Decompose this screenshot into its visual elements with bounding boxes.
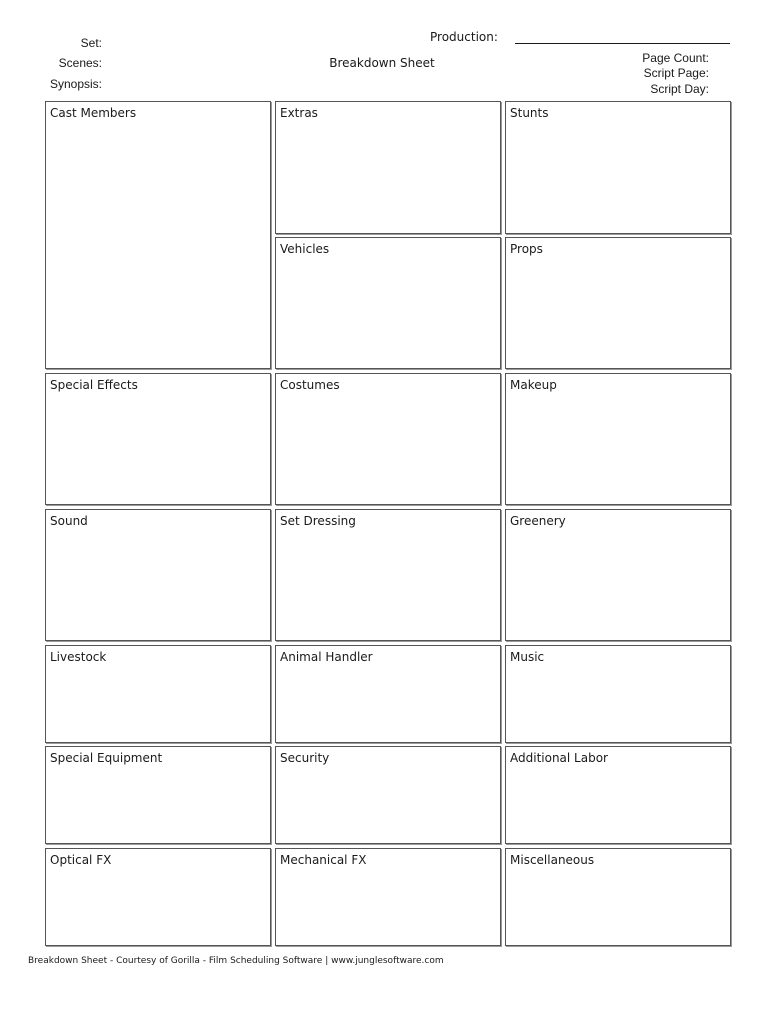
- footer-credit: Breakdown Sheet - Courtesy of Gorilla - Film Scheduling Software | www.junglesoftware.com: [28, 956, 444, 966]
- cast-members-box: [45, 101, 271, 369]
- makeup-label: Makeup: [510, 378, 557, 392]
- extras-box: [275, 101, 501, 234]
- stunts-box: [505, 101, 731, 234]
- makeup-box: [505, 373, 731, 505]
- sound-box: [45, 509, 271, 641]
- sound-label: Sound: [50, 514, 88, 528]
- stunts-label: Stunts: [510, 106, 549, 120]
- sheet-title: Breakdown Sheet: [329, 56, 435, 70]
- security-box: [275, 746, 501, 844]
- greenery-box: [505, 509, 731, 641]
- props-box: [505, 237, 731, 369]
- animal-handler-box: [275, 645, 501, 743]
- music-box: [505, 645, 731, 743]
- special-equipment-box: [45, 746, 271, 844]
- additional-labor-box: [505, 746, 731, 844]
- extras-label: Extras: [280, 106, 318, 120]
- mechanical-fx-label: Mechanical FX: [280, 853, 367, 867]
- costumes-label: Costumes: [280, 378, 340, 392]
- script-day-label: Script Day:: [650, 82, 709, 96]
- set-dressing-label: Set Dressing: [280, 514, 356, 528]
- livestock-label: Livestock: [50, 650, 107, 664]
- music-label: Music: [510, 650, 545, 664]
- miscellaneous-box: [505, 848, 731, 946]
- additional-labor-label: Additional Labor: [510, 751, 608, 765]
- props-label: Props: [510, 242, 543, 256]
- livestock-box: [45, 645, 271, 743]
- special-effects-box: [45, 373, 271, 505]
- set-label: Set:: [80, 36, 102, 50]
- special-equipment-label: Special Equipment: [50, 751, 163, 765]
- production-field-line: [515, 43, 730, 44]
- optical-fx-box: [45, 848, 271, 946]
- security-label: Security: [280, 751, 330, 765]
- set-dressing-box: [275, 509, 501, 641]
- vehicles-label: Vehicles: [280, 242, 330, 256]
- special-effects-label: Special Effects: [50, 378, 138, 392]
- production-label: Production:: [430, 30, 498, 44]
- scenes-label: Scenes:: [58, 56, 102, 70]
- cast-members-label: Cast Members: [50, 106, 137, 120]
- page-count-label: Page Count:: [642, 51, 709, 65]
- script-page-label: Script Page:: [643, 66, 709, 80]
- greenery-label: Greenery: [510, 514, 566, 528]
- mechanical-fx-box: [275, 848, 501, 946]
- synopsis-label: Synopsis:: [49, 77, 102, 91]
- animal-handler-label: Animal Handler: [280, 650, 373, 664]
- optical-fx-label: Optical FX: [50, 853, 112, 867]
- vehicles-box: [275, 237, 501, 369]
- costumes-box: [275, 373, 501, 505]
- miscellaneous-label: Miscellaneous: [510, 853, 595, 867]
